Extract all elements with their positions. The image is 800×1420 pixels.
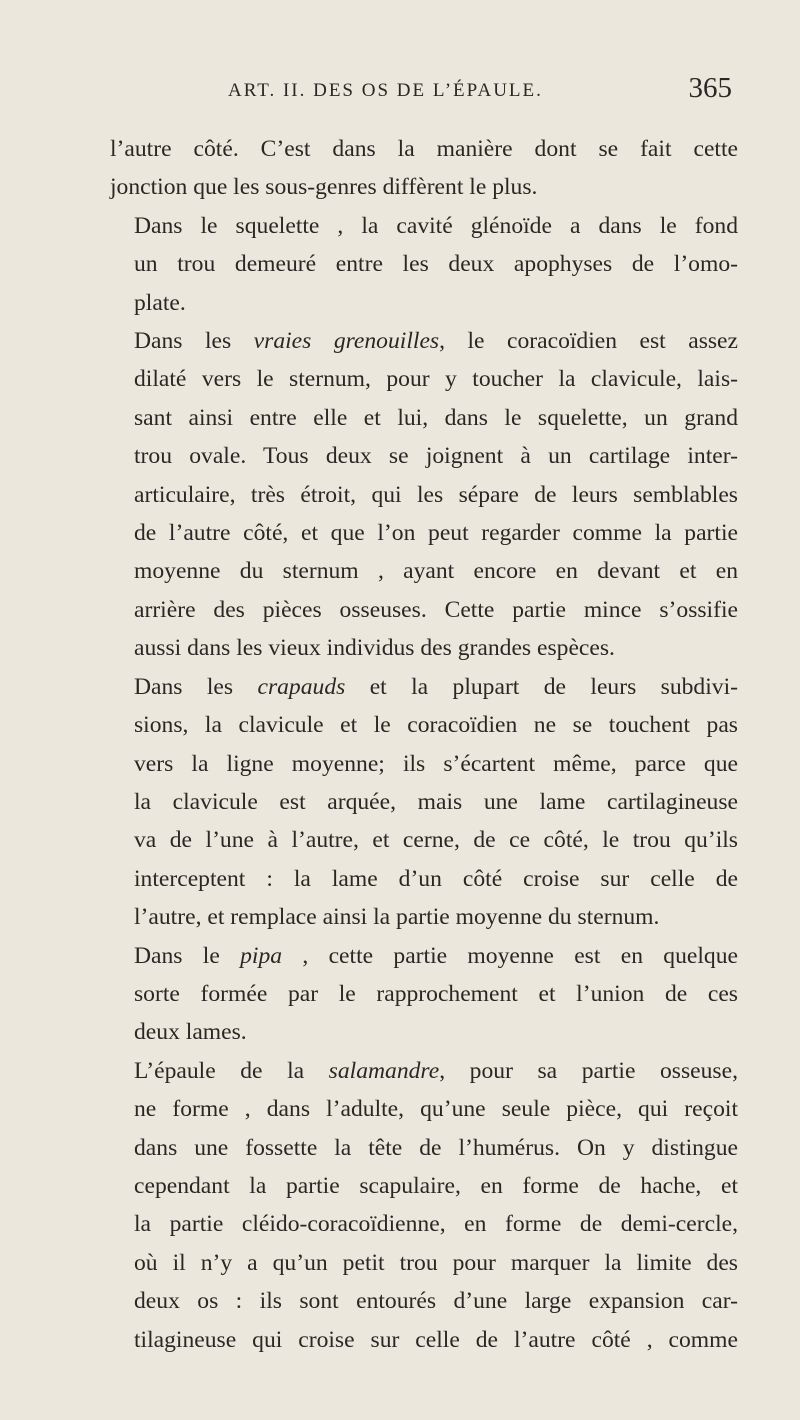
text-line: Dans les vraies grenouilles, le coracoïdien est assez bbox=[134, 328, 738, 355]
italic-term: salamandre bbox=[328, 1057, 440, 1084]
text-line: aussi dans les vieux individus des grandes espèces. bbox=[134, 635, 615, 662]
text-line: jonction que les sous-genres diffèrent le plus. bbox=[110, 174, 538, 201]
italic-term: crapauds bbox=[257, 673, 346, 700]
text-line: sant ainsi entre elle et lui, dans le squelette, un grand bbox=[134, 404, 738, 431]
paragraph bbox=[110, 130, 738, 207]
text-line: Dans le squelette , la cavité glénoïde a dans le fond bbox=[134, 212, 738, 239]
italic-term: pipa bbox=[240, 942, 283, 969]
text-line: Dans le pipa , cette partie moyenne est en quelque bbox=[134, 942, 738, 969]
text-line: deux os : ils sont entourés d’une large expansion car- bbox=[134, 1288, 738, 1315]
paragraph bbox=[110, 1052, 738, 1359]
text-line: interceptent : la lame d’un côté croise sur celle de bbox=[134, 865, 738, 892]
body-text bbox=[110, 130, 738, 1359]
paragraph bbox=[110, 937, 738, 1052]
paragraph bbox=[110, 668, 738, 937]
text-line: la partie cléido-coracoïdienne, en forme de demi-cercle, bbox=[134, 1211, 738, 1238]
text-line: articulaire, très étroit, qui les sépare de leurs semblables bbox=[134, 481, 738, 508]
text-line: l’autre côté. C’est dans la manière dont se fait cette bbox=[110, 136, 738, 162]
text-line: dilaté vers le sternum, pour y toucher la clavicule, lais- bbox=[134, 366, 738, 393]
running-head: ART. II. DES OS DE L’ÉPAULE. bbox=[228, 80, 543, 101]
text-line: va de l’une à l’autre, et cerne, de ce côté, le trou qu’ils bbox=[134, 827, 738, 854]
text-line: sorte formée par le rapprochement et l’union de ces bbox=[134, 980, 738, 1007]
text-line: vers la ligne moyenne; ils s’écartent même, parce que bbox=[134, 750, 738, 777]
text-line: l’autre, et remplace ainsi la partie moyenne du sternum. bbox=[134, 904, 660, 931]
text-line: plate. bbox=[134, 289, 186, 316]
text-line: sions, la clavicule et le coracoïdien ne se touchent pas bbox=[134, 712, 738, 739]
text-line: dans une fossette la tête de l’humérus. On y distingue bbox=[134, 1134, 738, 1161]
text-line: de l’autre côté, et que l’on peut regarder comme la partie bbox=[134, 520, 738, 547]
text-line: cependant la partie scapulaire, en forme de hache, et bbox=[134, 1172, 738, 1199]
text-line: deux lames. bbox=[134, 1019, 247, 1046]
page-number: 365 bbox=[688, 72, 732, 104]
text-line: ne forme , dans l’adulte, qu’une seule pièce, qui reçoit bbox=[134, 1096, 738, 1123]
text-line: Dans les crapauds et la plupart de leurs subdivi- bbox=[134, 673, 738, 700]
text-line: trou ovale. Tous deux se joignent à un cartilage inter- bbox=[134, 443, 738, 470]
text-line: moyenne du sternum , ayant encore en devant et en bbox=[134, 558, 738, 585]
italic-term: vraies grenouilles bbox=[253, 328, 440, 355]
text-line: un trou demeuré entre les deux apophyses de l’omo- bbox=[134, 251, 738, 278]
paragraph bbox=[110, 207, 738, 322]
text-line: arrière des pièces osseuses. Cette partie mince s’ossifie bbox=[134, 596, 738, 623]
text-line: où il n’y a qu’un petit trou pour marquer la limite des bbox=[134, 1249, 738, 1276]
paragraph bbox=[110, 322, 738, 668]
page-header bbox=[110, 72, 738, 108]
text-line: la clavicule est arquée, mais une lame cartilagineuse bbox=[134, 788, 738, 815]
text-line: L’épaule de la salamandre, pour sa partie osseuse, bbox=[134, 1057, 738, 1084]
text-line: tilagineuse qui croise sur celle de l’autre côté , comme bbox=[134, 1326, 738, 1353]
